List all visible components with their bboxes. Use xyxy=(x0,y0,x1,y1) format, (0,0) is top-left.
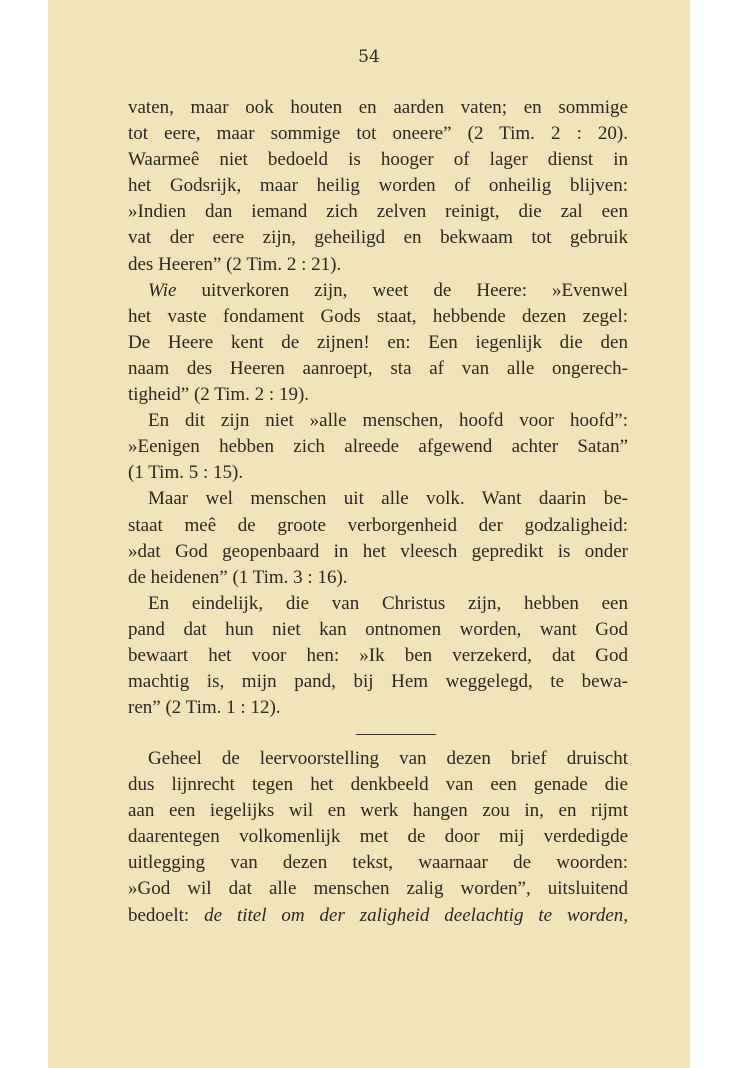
text-line: dus lijnrecht tegen het denkbeeld van een genade die xyxy=(128,774,628,796)
text-line: tot eere, maar sommige tot oneere” (2 Tim. 2 : 20). xyxy=(128,123,628,145)
paragraph-3 xyxy=(128,408,628,486)
text-line: En dit zijn niet »alle menschen, hoofd voor hoofd”: xyxy=(148,410,628,432)
text-line: De Heere kent de zijnen! en: Een iegenlijk die den xyxy=(128,331,628,353)
text-line: naam des Heeren aanroept, sta af van alle ongerech- xyxy=(128,357,628,379)
main-text xyxy=(128,95,628,721)
paragraph-1 xyxy=(128,95,628,278)
text-line: het vaste fondament Gods staat, hebbende dezen zegel: xyxy=(128,305,628,327)
text-line: des Heeren” (2 Tim. 2 : 21). xyxy=(128,253,342,275)
text-line: bewaart het voor hen: »Ik ben verzekerd, dat God xyxy=(128,644,628,666)
page-number: 54 xyxy=(358,47,380,67)
text-run: uitverkoren zijn, weet de Heere: »Evenwel xyxy=(176,279,628,301)
text-line: daarentegen volkomenlijk met de door mij verdedigde xyxy=(128,826,628,848)
book-page xyxy=(48,0,690,1068)
text-line: »God wil dat alle menschen zalig worden”, uitsluitend xyxy=(128,878,628,900)
italic-phrase: de titel om der zaligheid deelachtig te worden, xyxy=(204,904,628,926)
text-line: Maar wel menschen uit alle volk. Want daarin be- xyxy=(148,488,628,510)
text-line: Geheel de leervoorstelling van dezen brief druischt xyxy=(148,748,628,769)
paragraph-6 xyxy=(128,746,628,929)
paragraph-5 xyxy=(128,591,628,721)
text-line: de heidenen” (1 Tim. 3 : 16). xyxy=(128,566,348,588)
text-line: machtig is, mijn pand, bij Hem weggelegd, te bewa- xyxy=(128,671,628,693)
text-line: staat meê de groote verborgenheid der godzaligheid: xyxy=(128,514,628,536)
section-divider xyxy=(356,734,436,735)
text-line: uitlegging van dezen tekst, waarnaar de woorden: xyxy=(128,852,628,874)
text-line: (1 Tim. 5 : 15). xyxy=(128,462,244,484)
text-line: »Indien dan iemand zich zelven reinigt, die zal een xyxy=(128,201,628,223)
text-line: »Eenigen hebben zich alreede afgewend achter Satan” xyxy=(128,436,628,458)
text-line: pand dat hun niet kan ontnomen worden, want God xyxy=(128,618,628,640)
text-line: het Godsrijk, maar heilig worden of onheilig blijven: xyxy=(128,175,628,197)
text-line xyxy=(128,903,628,929)
text-line: vat der eere zijn, geheiligd en bekwaam tot gebruik xyxy=(128,227,628,249)
paragraph-2 xyxy=(128,278,628,408)
text-line: aan een iegelijks wil en werk hangen zou in, en rijmt xyxy=(128,800,628,822)
text-line: Waarmeê niet bedoeld is hooger of lager dienst in xyxy=(128,149,628,171)
text-line xyxy=(128,278,628,304)
text-line: ren” (2 Tim. 1 : 12). xyxy=(128,697,281,719)
text-line: vaten, maar ook houten en aarden vaten; en sommige xyxy=(128,97,628,118)
paragraph-4 xyxy=(128,486,628,590)
section-2-text xyxy=(128,746,628,929)
italic-word: Wie xyxy=(148,279,177,301)
text-run: bedoelt: xyxy=(128,904,205,926)
text-line: tigheid” (2 Tim. 2 : 19). xyxy=(128,384,310,406)
text-line: »dat God geopenbaard in het vleesch gepredikt is onder xyxy=(128,540,628,562)
text-line: En eindelijk, die van Christus zijn, hebben een xyxy=(148,592,628,614)
